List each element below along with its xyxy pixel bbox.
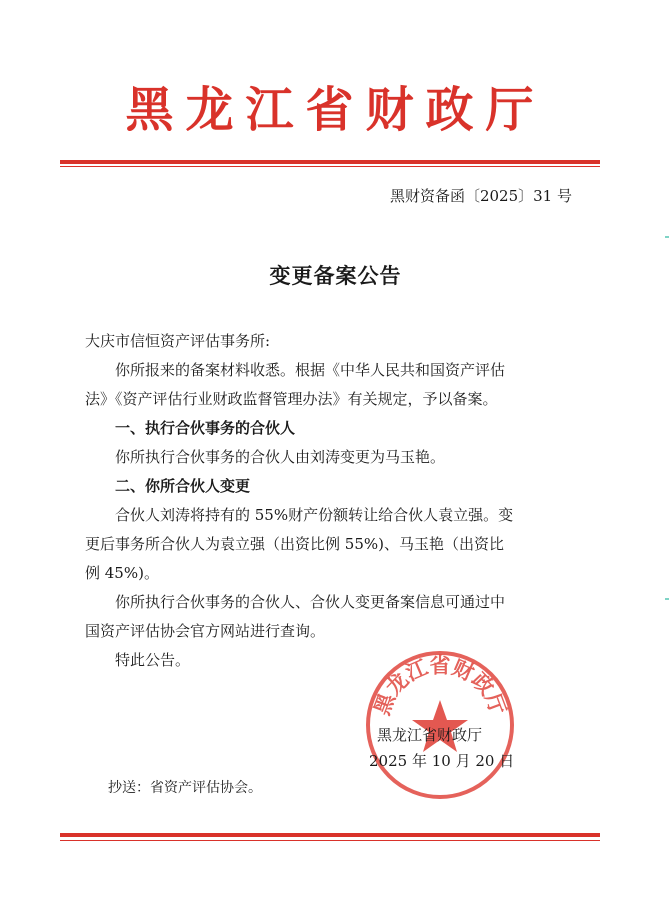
section-1-line-1: 你所执行合伙事务的合伙人由刘涛变更为马玉艳。 [115,448,446,466]
document-title: 变更备案公告 [269,263,402,288]
section-2-heading: 二、你所合伙人变更 [115,477,251,495]
closing-line-1: 你所执行合伙事务的合伙人、合伙人变更备案信息可通过中 [115,593,506,611]
closing-line-2: 国资产评估协会官方网站进行查询。 [85,622,326,640]
closing-line-3: 特此公告。 [115,651,191,669]
scan-edge-mark [665,598,669,600]
intro-line-1: 你所报来的备案材料收悉。根据《中华人民共和国资产评估 [115,361,506,379]
addressee: 大庆市信恒资产评估事务所: [85,332,271,350]
section-2-line-1: 合伙人刘涛将持有的 55%财产份额转让给合伙人袁立强。变 [115,506,514,524]
seal-text: 黑龙江省财政厅 [369,653,511,719]
section-2-line-2: 更后事务所合伙人为袁立强（出资比例 55%)、马玉艳（出资比 [85,535,504,553]
letterhead-rule-thin [60,166,600,167]
letterhead-title: 黑龙江省财政厅 [125,82,546,138]
letterhead-rule-thick [60,160,600,164]
intro-line-2: 法》《资产评估行业财政监督管理办法》有关规定，予以备案。 [85,390,498,408]
cc-line: 抄送：省资产评估协会。 [108,780,262,796]
section-2-line-3: 例 45%)。 [85,564,159,582]
signature-org: 黑龙江省财政厅 [377,726,483,744]
footer-rule-thin [60,840,600,841]
signature-date: 2025 年 10 月 20 日 [369,752,515,770]
footer-rule-thick [60,833,600,837]
section-1-heading: 一、执行合伙事务的合伙人 [115,419,296,437]
scan-edge-mark [665,236,669,238]
document-number: 黑财资备函〔2025〕31 号 [389,187,572,205]
